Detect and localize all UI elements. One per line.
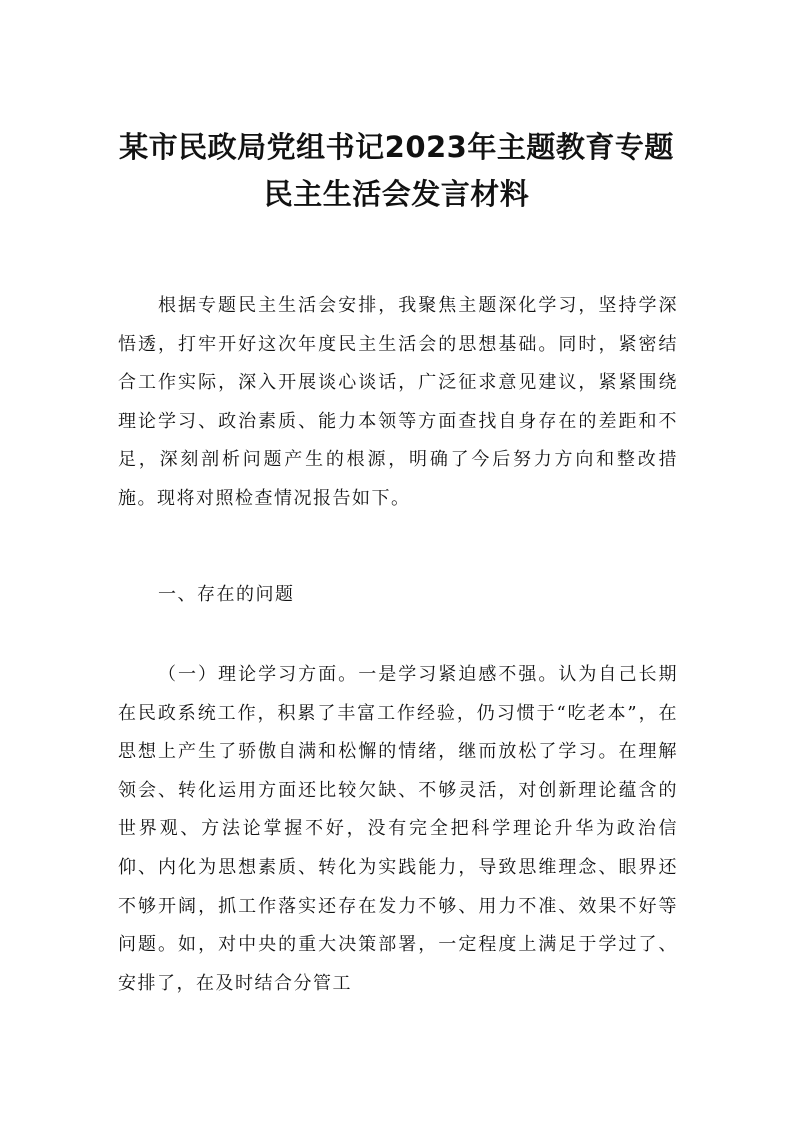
- section-heading: 一、存在的问题: [158, 584, 295, 605]
- intro-paragraph: 根据专题民主生活会安排，我聚焦主题深化学习，坚持学深悟透，打牢开好这次年度民主生活会的思想基础。同时，紧密结合工作实际，深入开展谈心谈话，广泛征求意见建议，紧紧围绕理论学习、政治素质、能力本领等方面查找自身存在的差距和不足，深刻剖析问题产生的根源，明确了今后努力方向和整改措施。现将对照检查情况报告如下。: [118, 295, 678, 509]
- document-title-line-1: 某市民政局党组书记2023年主题教育专题: [119, 130, 674, 164]
- document-title-line-2: 民主生活会发言材料: [263, 177, 530, 211]
- theory-study-paragraph: （一）理论学习方面。一是学习紧迫感不强。认为自己长期在民政系统工作，积累了丰富工作经验，仍习惯于“吃老本”，在思想上产生了骄傲自满和松懈的情绪，继而放松了学习。在理解领会、转化运用方面还比较欠缺、不够灵活，对创新理论蕴含的世界观、方法论掌握不好，没有完全把科学理论升华为政治信仰、内化为思想素质、转化为实践能力，导致思维理念、眼界还不够开阔，抓工作落实还存在发力不够、用力不准、效果不好等问题。如，对中央的重大决策部署，一定程度上满足于学过了、安排了，在及时结合分管工: [118, 664, 678, 994]
